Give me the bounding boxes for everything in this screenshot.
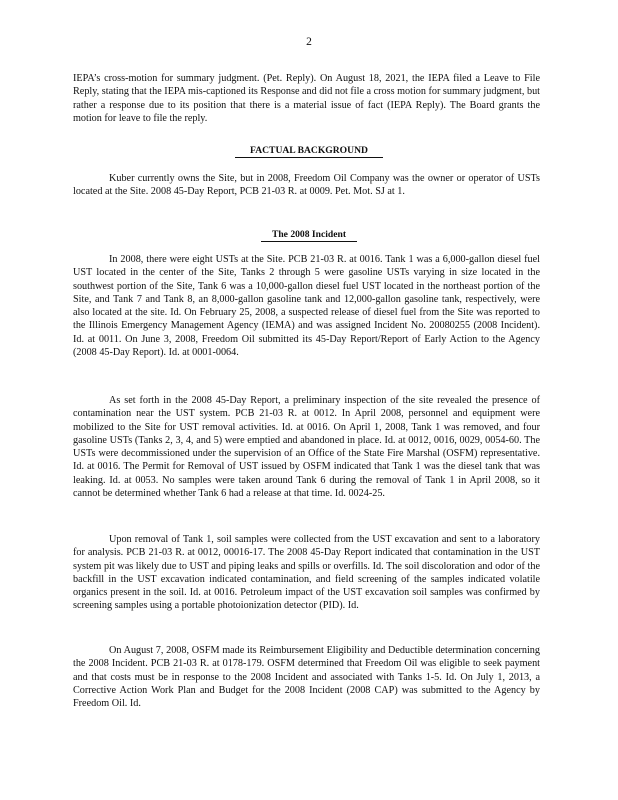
heading-text: The 2008 Incident [261, 229, 357, 242]
paragraph-soil-samples: Upon removal of Tank 1, soil samples were collected from the UST excavation and sent to a laboratory for analysis. PCB 21-03 R. at 0012, 00016-17. The 2008 45-Day Report indicated that contamination in the UST system pit was likely due to UST and piping leaks and spills or overfills. Id. The soil discoloration and odor of the backfill in the UST excavation indicated contamination, and field screening of the samples indicated volatile organics present in the soil. Id. at 0016. Petroleum impact of the UST excavation soil samples was confirmed by screening samples using a portable photoionization detector (PID). Id. [73, 534, 540, 612]
paragraph-45-day-report: As set forth in the 2008 45-Day Report, a preliminary inspection of the site revealed the presence of contamination near the UST system. PCB 21-03 R. at 0012. In April 2008, personnel and equipment were mobilized to the Site for UST removal activities. Id. at 0016. On April 1, 2008, Tank 1 was removed, and four gasoline USTs (Tanks 2, 3, 4, and 5) were emptied and abandoned in place. Id. at 0012, 0016, 0029, 0054-60. The USTs were decommissioned under the supervision of an Office of the State Fire Marshal (OSFM) representative. Id. at 0016. The Permit for Removal of UST issued by OSFM indicated that Tank 1 was the diesel tank that was leaking. Id. at 0053. No samples were taken around Tank 6 during the removal of Tank 1 in April 2008, so it cannot be determined whether Tank 6 had a release at that time. Id. 0024-25. [73, 395, 540, 500]
page-number: 2 [306, 36, 312, 48]
heading-text: FACTUAL BACKGROUND [235, 145, 383, 158]
paragraph-reply-leave: IEPA’s cross-motion for summary judgment. (Pet. Reply). On August 18, 2021, the IEPA filed a Leave to File Reply, stating that the IEPA mis-captioned its Response and did not file a cross motion for summary judgment, but rather a response due to its position that there is a material issue of fact (IEPA Reply). The Board grants the motion for leave to file the reply. [73, 73, 540, 124]
paragraph-ownership: Kuber currently owns the Site, but in 2008, Freedom Oil Company was the owner or operator of USTs located at the Site. 2008 45-Day Report, PCB 21-03 R. at 0009. Pet. Mot. SJ at 1. [73, 173, 540, 198]
section-heading-factual-background [0, 145, 618, 158]
paragraph-osfm-determination: On August 7, 2008, OSFM made its Reimbursement Eligibility and Deductible determination concerning the 2008 Incident. PCB 21-03 R. at 0178-179. OSFM determined that Freedom Oil was eligible to seek payment and that costs must be in response to the 2008 Incident and associated with Tanks 1-5. Id. On July 1, 2013, a Corrective Action Work Plan and Budget for the 2008 Incident (2008 CAP) was submitted to the Agency by Freedom Oil. Id. [73, 645, 540, 710]
section-heading-2008-incident [0, 229, 618, 242]
paragraph-usts-at-site: In 2008, there were eight USTs at the Site. PCB 21-03 R. at 0016. Tank 1 was a 6,000-gallon diesel fuel UST located in the center of the Site, Tanks 2 through 5 were gasoline USTs varying in size located in the southwest portion of the Site, Tank 6 was a 10,000-gallon diesel fuel UST located in the northeast portion of the Site, and Tank 7 and Tank 8, an 8,000-gallon gasoline tank and 12,000-gallon gasoline tank, respectively, were also located at the site. Id. On February 25, 2008, a suspected release of diesel fuel from the Site was reported to the Illinois Emergency Management Agency (IEMA) and was assigned Incident No. 20080255 (2008 Incident). Id. at 0011. On June 3, 2008, Freedom Oil submitted its 45-Day Report/Report of Early Action to the Agency (2008 45-Day Report). Id. at 0001-0064. [73, 254, 540, 359]
